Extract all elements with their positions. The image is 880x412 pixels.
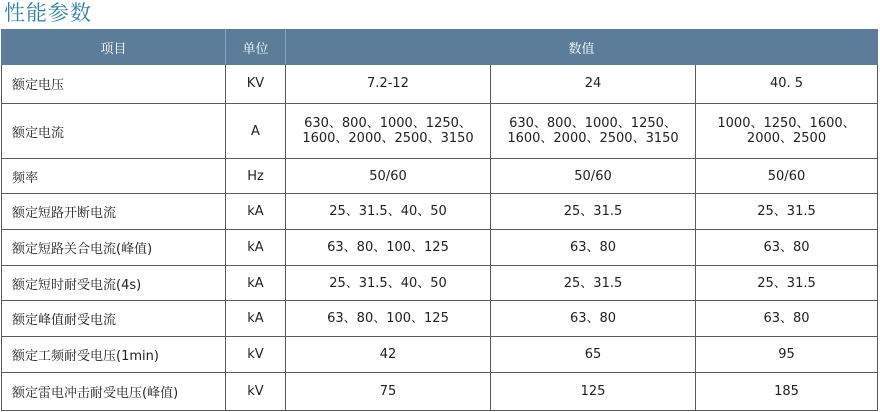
value-line: 25、31.5、40、50 <box>329 275 447 291</box>
value-line: 185 <box>774 384 799 400</box>
param-unit: kV <box>226 373 286 411</box>
param-value-2 <box>491 265 696 301</box>
value-line: 63、80 <box>569 311 617 327</box>
param-unit: kA <box>226 265 286 301</box>
value-line: 50/60 <box>369 168 407 184</box>
param-value-1 <box>286 229 491 265</box>
param-value-3 <box>696 193 878 229</box>
table-body <box>2 65 878 411</box>
value-line: 25、31.5 <box>563 203 623 219</box>
page-title: 性能参数 <box>4 1 92 25</box>
value-line: 63、80、100、125 <box>327 311 449 327</box>
table-row <box>2 159 878 194</box>
param-name: 额定峰值耐受电流 <box>2 301 226 337</box>
performance-table <box>1 29 878 411</box>
value-line: 2000、2500 <box>746 131 827 147</box>
header-item: 项目 <box>2 30 226 65</box>
table-row <box>2 229 878 265</box>
param-value-3 <box>696 159 878 194</box>
param-unit: kV <box>226 337 286 373</box>
param-value-1 <box>286 65 491 104</box>
param-value-2 <box>491 159 696 194</box>
param-unit: KV <box>226 65 286 104</box>
value-line: 7.2-12 <box>367 76 409 92</box>
param-value-2 <box>491 65 696 104</box>
value-line: 1600、2000、2500、3150 <box>302 131 474 147</box>
param-value-2 <box>491 301 696 337</box>
param-unit: kA <box>226 193 286 229</box>
value-line: 630、800、1000、1250、 <box>509 116 677 132</box>
param-name: 额定短路关合电流(峰值) <box>2 229 226 265</box>
param-value-2 <box>491 103 696 158</box>
param-name: 额定短路开断电流 <box>2 193 226 229</box>
header-unit: 单位 <box>226 30 286 65</box>
param-value-1 <box>286 373 491 411</box>
param-value-3 <box>696 301 878 337</box>
param-value-3 <box>696 373 878 411</box>
table-row <box>2 301 878 337</box>
param-value-2 <box>491 193 696 229</box>
value-line: 25、31.5、40、50 <box>329 203 447 219</box>
param-value-2 <box>491 373 696 411</box>
param-name: 额定电压 <box>2 65 226 104</box>
table-row <box>2 373 878 411</box>
table-row <box>2 265 878 301</box>
param-value-1 <box>286 265 491 301</box>
value-line: 65 <box>584 347 602 363</box>
param-name: 频率 <box>2 159 226 194</box>
param-value-2 <box>491 337 696 373</box>
param-value-3 <box>696 103 878 158</box>
param-value-3 <box>696 229 878 265</box>
param-unit: A <box>226 103 286 158</box>
param-value-1 <box>286 103 491 158</box>
value-line: 25、31.5 <box>757 203 816 219</box>
value-line: 63、80 <box>763 311 810 327</box>
value-line: 75 <box>379 384 397 400</box>
value-line: 25、31.5 <box>757 275 816 291</box>
value-line: 50/60 <box>574 168 612 184</box>
value-line: 630、800、1000、1250、 <box>304 116 472 132</box>
param-value-1 <box>286 159 491 194</box>
table-header-row <box>2 30 878 65</box>
value-line: 40. 5 <box>769 76 804 92</box>
value-line: 63、80 <box>569 239 617 255</box>
value-line: 1000、1250、1600、 <box>717 116 856 132</box>
param-value-1 <box>286 337 491 373</box>
table-row <box>2 337 878 373</box>
param-unit: Hz <box>226 159 286 194</box>
param-name: 额定电流 <box>2 103 226 158</box>
param-value-3 <box>696 265 878 301</box>
table-row <box>2 103 878 158</box>
value-line: 95 <box>778 347 795 363</box>
header-value: 数值 <box>286 30 878 65</box>
param-value-1 <box>286 193 491 229</box>
value-line: 63、80、100、125 <box>327 239 449 255</box>
param-value-2 <box>491 229 696 265</box>
value-line: 125 <box>580 384 606 400</box>
value-line: 24 <box>584 76 602 92</box>
param-value-3 <box>696 65 878 104</box>
value-line: 25、31.5 <box>563 275 623 291</box>
value-line: 63、80 <box>763 239 810 255</box>
table-row <box>2 65 878 104</box>
param-value-3 <box>696 337 878 373</box>
value-line: 42 <box>379 347 397 363</box>
param-name: 额定工频耐受电压(1min) <box>2 337 226 373</box>
param-value-1 <box>286 301 491 337</box>
value-line: 1600、2000、2500、3150 <box>507 131 679 147</box>
param-name: 额定短时耐受电流(4s) <box>2 265 226 301</box>
param-unit: kA <box>226 229 286 265</box>
value-line: 50/60 <box>767 168 806 184</box>
param-unit: kA <box>226 301 286 337</box>
param-name: 额定雷电冲击耐受电压(峰值) <box>2 373 226 411</box>
table-row <box>2 193 878 229</box>
